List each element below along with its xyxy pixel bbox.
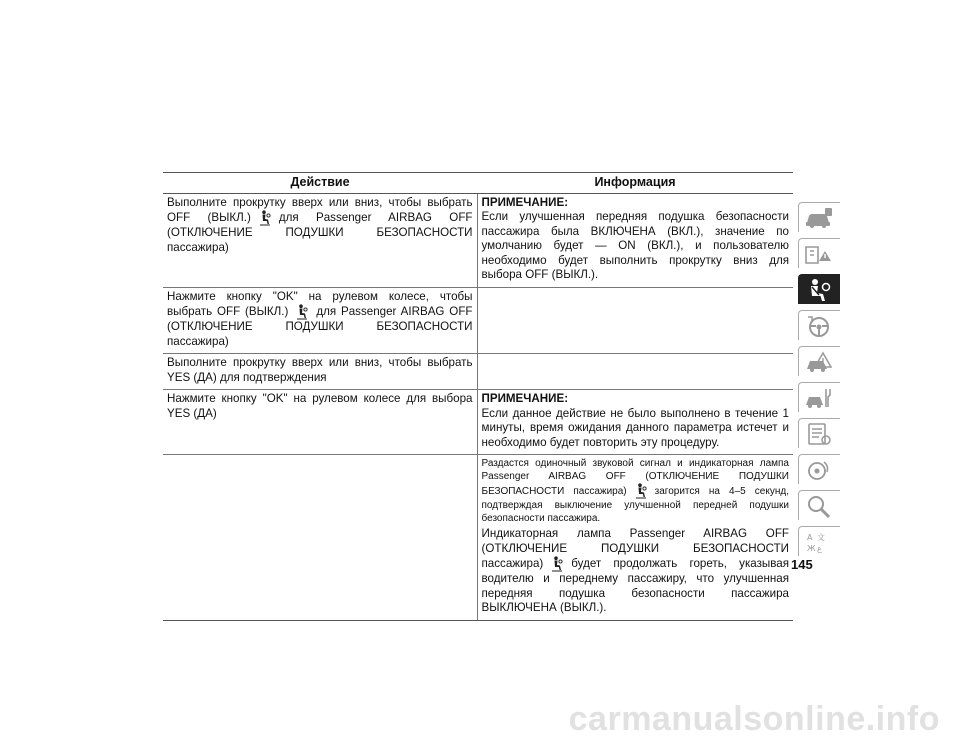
car-emergency-icon	[803, 349, 835, 375]
note-heading: ПРИМЕЧАНИЕ:	[481, 195, 569, 209]
note-text: Если улучшенная передняя подушка безопасности пассажира была ВКЛЮЧЕНА (ВКЛ.), значение по умолчанию будет — ON (ВКЛ.), и пользователю необходимо будет выполнить прокрутку вниз для выбора OFF (ВЫКЛ.).	[481, 210, 789, 281]
magnifier-index-icon	[803, 493, 835, 519]
info-cell	[477, 390, 793, 455]
steering-wheel-icon	[803, 313, 835, 339]
specifications-list-icon	[803, 421, 835, 447]
seatbelt-airbag-icon	[803, 277, 835, 303]
tab-multimedia[interactable]	[798, 454, 840, 484]
watermark-text: carmanualsonline.info	[568, 700, 940, 738]
passenger-airbag-off-icon	[551, 556, 563, 572]
watermark	[0, 700, 960, 739]
action-text: Выполните прокрутку вверх или вниз, чтобы выбрать YES (ДА) для подтверждения	[167, 356, 473, 384]
info-cell	[477, 193, 793, 287]
passenger-airbag-off-icon	[635, 483, 647, 499]
table-header-row	[163, 173, 793, 194]
tab-emergency[interactable]	[798, 346, 840, 376]
note-heading: ПРИМЕЧАНИЕ:	[481, 392, 569, 405]
action-cell	[163, 390, 477, 455]
action-text: Выполните прокрутку вверх или вниз, чтобы выбрать OFF (ВЫКЛ.)	[167, 195, 473, 224]
action-text-cont: для Passenger AIRBAG OFF (ОТКЛЮЧЕНИЕ ПОДУШКИ БЕЗОПАСНОСТИ пассажира)	[167, 305, 473, 348]
dashboard-warning-icon	[803, 241, 835, 267]
header-action: Действие	[163, 173, 477, 194]
info-cell	[477, 287, 793, 354]
table-row	[163, 354, 793, 390]
table-row	[163, 390, 793, 455]
tab-languages[interactable]	[798, 526, 840, 556]
confirmation-text-part: Раздастся одиночный звуковой сигнал и индикаторная лампа Passenger AIRBAG OFF (ОТКЛЮЧЕНИЕ ПОДУШКИ БЕЗОПАСНОСТИ пассажира)	[481, 458, 789, 497]
car-service-icon	[803, 385, 835, 411]
languages-icon	[803, 529, 835, 555]
passenger-airbag-off-icon	[296, 304, 308, 320]
svg-text:A: A	[807, 533, 813, 542]
tab-dashboard[interactable]	[798, 238, 840, 268]
info-cell	[477, 354, 793, 390]
tab-safety[interactable]	[798, 274, 840, 304]
tab-specifications[interactable]	[798, 418, 840, 448]
info-cell	[477, 455, 793, 621]
indicator-text	[482, 527, 790, 614]
indicator-text-part: будет продолжать гореть, указывая водителю и переднему пассажиру, что улучшенная передняя подушка безопасности пассажира ВЫКЛЮЧЕНА (ВЫКЛ.).	[481, 557, 789, 614]
car-info-icon	[803, 205, 835, 231]
table-row	[163, 455, 793, 621]
note-text: Если данное действие не было выполнено в течение 1 минуты, время ожидания данного параметра истечет и необходимо будет повторить эту процедуру.	[481, 406, 789, 449]
svg-text:文: 文	[817, 533, 825, 542]
indicator-text-part: Индикаторная лампа Passenger AIRBAG OFF (ОТКЛЮЧЕНИЕ ПОДУШКИ БЕЗОПАСНОСТИ пассажира)	[481, 527, 789, 570]
confirmation-text	[482, 457, 790, 525]
action-text-cont: для Passenger AIRBAG OFF (ОТКЛЮЧЕНИЕ ПОДУШКИ БЕЗОПАСНОСТИ пассажира)	[167, 211, 473, 254]
procedure-table	[163, 172, 793, 621]
svg-text:Ж: Ж	[807, 544, 816, 553]
table-row	[163, 193, 793, 287]
confirmation-text-part: загорится на 4–5 секунд, подтверждая выключение улучшенной передней подушки безопасности пассажира.	[481, 486, 789, 524]
action-text: Нажмите кнопку "OK" на рулевом колесе, чтобы выбрать OFF (ВЫКЛ.)	[167, 289, 473, 318]
action-cell	[163, 287, 477, 354]
tab-car-info[interactable]	[798, 202, 840, 232]
passenger-airbag-off-icon	[259, 210, 271, 226]
tab-starting-driving[interactable]	[798, 310, 840, 340]
action-cell	[163, 193, 477, 287]
page-number: 145	[791, 557, 813, 572]
action-text: Нажмите кнопку "OK" на рулевом колесе для выбора YES (ДА)	[167, 392, 473, 420]
multimedia-icon	[803, 457, 835, 483]
chapter-tabs	[798, 202, 842, 562]
table-row	[163, 287, 793, 354]
action-cell	[163, 455, 477, 621]
tab-servicing[interactable]	[798, 382, 840, 412]
svg-text:ع: ع	[817, 544, 822, 553]
header-info: Информация	[477, 173, 793, 194]
action-cell	[163, 354, 477, 390]
tab-index[interactable]	[798, 490, 840, 520]
